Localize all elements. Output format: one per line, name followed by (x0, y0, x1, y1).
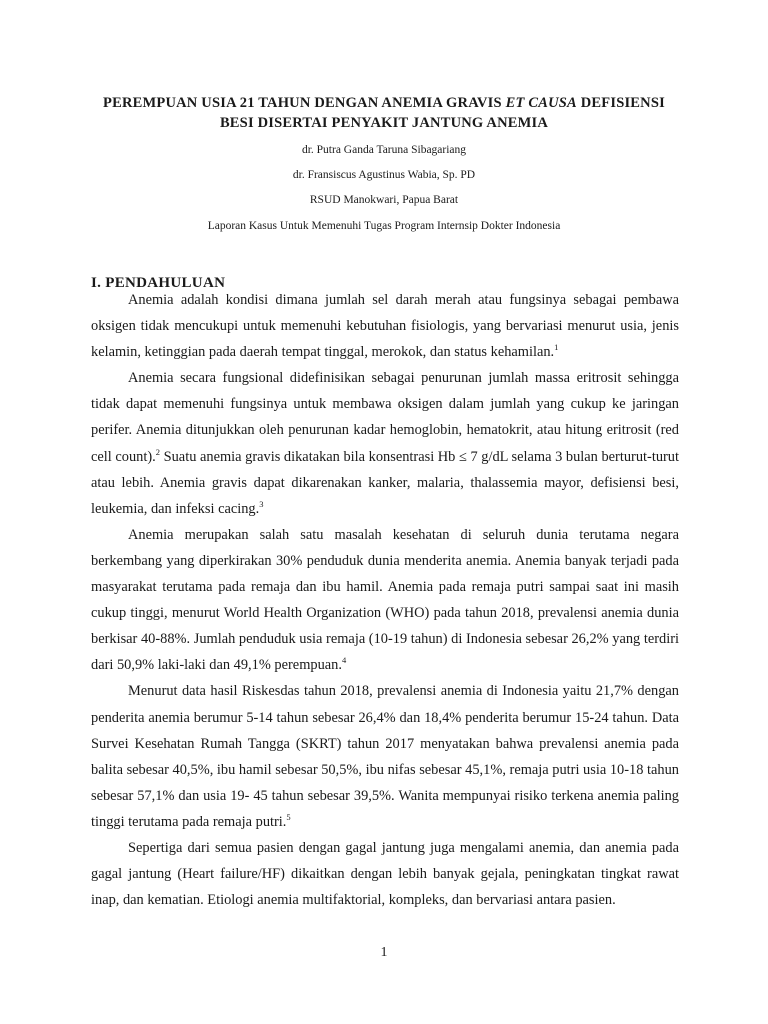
paragraph-text: Anemia adalah kondisi dimana jumlah sel darah merah atau fungsinya sebagai pembawa oksigen tidak mencukupi untuk memenuhi kebutuhan fisiologis, yang bervariasi menurut usia, jenis kelamin, ketinggian pada daerah tempat tinggal, merokok, dan status kehamilan. (91, 292, 679, 361)
title-text-a: PEREMPUAN USIA 21 TAHUN DENGAN ANEMIA GRAVIS (103, 95, 506, 111)
paragraph-text: Sepertiga dari semua pasien dengan gagal jantung juga mengalami anemia, dan anemia pada gagal jantung (Heart failure/HF) dikaitkan dengan lebih banyak gejala, peningkatan tingkat rawat inap, dan kematian. Etiologi anemia multifaktorial, kompleks, dan bervariasi antara pasien. (91, 839, 679, 909)
reference-number: 5 (286, 811, 291, 822)
reference-number: 3 (259, 498, 264, 509)
reference-number: 2 (155, 446, 160, 457)
author-2: dr. Fransiscus Agustinus Wabia, Sp. PD (292, 169, 476, 181)
reference-number: 4 (341, 655, 347, 666)
section-heading: I. PENDAHULUAN (91, 275, 226, 291)
title-text-b: DEFISIENSI (576, 95, 665, 111)
author-1: dr. Putra Ganda Taruna Sibagariang (301, 144, 467, 156)
institution: RSUD Manokwari, Papua Barat (309, 194, 459, 206)
reference-number: 1 (554, 342, 559, 353)
paragraph-text: Anemia secara fungsional didefinisikan sebagai penurunan jumlah massa eritrosit sehingga tidak dapat memenuhi fungsinya untuk membawa oksigen dalam jumlah yang cukup ke jaringan perifer. Anemia ditunjukkan oleh penurunan kadar hemoglobin, hematokrit, atau hitung eritrosit (red cell count). (91, 370, 679, 465)
paragraph-3 (91, 522, 679, 679)
paragraph-text: Anemia merupakan salah satu masalah kesehatan di seluruh dunia terutama negara berkembang yang diperkirakan 30% penduduk dunia menderita anemia. Anemia banyak terjadi pada masyarakat terutama pada remaja dan ibu hamil. Anemia pada remaja putri sampai saat ini masih cukup tinggi, menurut World Health Organization (WHO) pada tahun 2018, prevalensi anemia dunia berkisar 40-88%. Jumlah penduduk usia remaja (10-19 tahun) di Indonesia sebesar 26,2% yang terdiri dari 50,9% laki-laki dan 49,1% perempuan. (91, 526, 679, 674)
paragraph-text: Suatu anemia gravis dikatakan bila konsentrasi Hb ≤ 7 g/dL selama 3 bulan berturut-turut atau lebih. Anemia gravis dapat dikarenakan kanker, malaria, thalassemia mayor, defisiensi besi, leukemia, dan infeksi cacing. (91, 448, 680, 517)
document-title (80, 93, 688, 133)
paragraph-2 (91, 365, 679, 522)
report-purpose: Laporan Kasus Untuk Memenuhi Tugas Program Internsip Dokter Indonesia (207, 220, 561, 232)
paragraph-4 (91, 678, 679, 835)
page-number: 1 (380, 945, 388, 960)
title-line-2: BESI DISERTAI PENYAKIT JANTUNG ANEMIA (219, 115, 549, 131)
section-body (91, 287, 679, 913)
paragraph-5 (91, 835, 679, 913)
title-line-1 (80, 93, 688, 113)
paragraph-text: Menurut data hasil Riskesdas tahun 2018, prevalensi anemia di Indonesia yaitu 21,7% dengan penderita anemia berumur 5-14 tahun sebesar 26,4% dan 18,4% penderita berumur 15-24 tahun. Data Survei Kesehatan Rumah Tangga (SKRT) tahun 2017 menyatakan bahwa prevalensi anemia pada balita sebesar 40,5%, ibu hamil sebesar 50,5%, ibu nifas sebesar 45,1%, remaja putri usia 10-18 tahun sebesar 57,1% dan usia 19- 45 tahun sebesar 39,5%. Wanita mempunyai risiko terkena anemia paling tinggi terutama pada remaja putri. (91, 683, 679, 830)
paragraph-1 (91, 287, 679, 365)
title-italic-text: ET CAUSA (505, 95, 577, 111)
